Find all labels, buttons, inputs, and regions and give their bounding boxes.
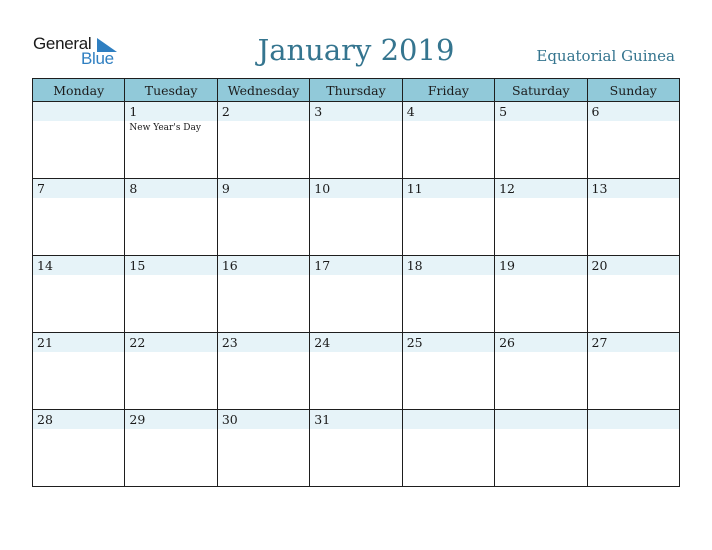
day-number: 13 — [591, 181, 608, 196]
day-cell — [217, 179, 309, 256]
day-number-band — [310, 102, 401, 121]
day-number: 14 — [37, 258, 53, 273]
day-number-band — [218, 410, 309, 429]
day-cell — [402, 256, 494, 333]
day-cell — [402, 410, 494, 487]
day-number: 15 — [129, 258, 146, 273]
week-row — [33, 410, 680, 487]
day-number: 19 — [499, 258, 516, 273]
day-number-band — [495, 333, 586, 352]
day-cell — [587, 333, 679, 410]
weekday-header-sunday: Sunday — [587, 79, 679, 102]
calendar-grid — [32, 78, 680, 487]
day-cell — [125, 102, 217, 179]
day-cell — [587, 102, 679, 179]
weekday-header-row — [33, 79, 680, 102]
day-cell — [310, 102, 402, 179]
day-cell — [310, 333, 402, 410]
logo-text-general: General — [33, 34, 92, 53]
day-number-band — [125, 179, 216, 198]
day-cell — [33, 179, 125, 256]
day-number-band — [218, 333, 309, 352]
day-number: 4 — [406, 104, 415, 119]
day-cell — [495, 179, 587, 256]
day-cell — [217, 102, 309, 179]
day-number-band — [588, 256, 679, 275]
day-number: 11 — [406, 181, 423, 196]
day-number-band — [218, 179, 309, 198]
day-number: 22 — [129, 335, 146, 350]
day-number-band — [125, 102, 216, 121]
day-number: 16 — [221, 258, 238, 273]
day-number: 10 — [314, 181, 331, 196]
day-number: 24 — [314, 335, 331, 350]
day-cell — [587, 256, 679, 333]
day-cell — [587, 410, 679, 487]
day-cell — [33, 256, 125, 333]
day-cell — [125, 256, 217, 333]
day-number-band — [403, 102, 494, 121]
day-cell — [402, 179, 494, 256]
day-number-band — [310, 410, 401, 429]
day-number-band — [310, 256, 401, 275]
day-number-band — [495, 410, 586, 429]
calendar-body — [33, 102, 680, 487]
day-number-band — [33, 256, 124, 275]
day-cell — [402, 102, 494, 179]
weekday-header-tuesday: Tuesday — [125, 79, 217, 102]
weekday-header-wednesday: Wednesday — [217, 79, 309, 102]
day-number-band — [218, 102, 309, 121]
day-number-band — [310, 333, 401, 352]
day-number: 2 — [221, 104, 230, 119]
day-cell — [217, 256, 309, 333]
day-number: 31 — [314, 412, 331, 427]
day-number-band — [588, 410, 679, 429]
day-cell — [495, 102, 587, 179]
day-number: 29 — [129, 412, 146, 427]
day-number: 8 — [129, 181, 138, 196]
day-number-band — [495, 179, 586, 198]
day-cell — [33, 333, 125, 410]
day-number: 18 — [406, 258, 423, 273]
country-name: Equatorial Guinea — [536, 47, 675, 65]
day-cell — [310, 179, 402, 256]
day-number-band — [588, 102, 679, 121]
day-cell — [33, 102, 125, 179]
day-number-band — [403, 179, 494, 198]
day-number: 23 — [221, 335, 238, 350]
day-number-band — [33, 102, 124, 121]
day-number-band — [403, 410, 494, 429]
day-number-band — [403, 333, 494, 352]
day-number-band — [495, 102, 586, 121]
week-row — [33, 102, 680, 179]
day-cell — [217, 333, 309, 410]
day-number-band — [33, 333, 124, 352]
day-cell — [495, 256, 587, 333]
day-number-band — [588, 179, 679, 198]
day-cell — [310, 256, 402, 333]
day-number: 27 — [591, 335, 608, 350]
day-number: 21 — [37, 335, 53, 350]
calendar-title: January 2019 — [257, 33, 455, 67]
day-number-band — [218, 256, 309, 275]
day-number: 3 — [314, 104, 323, 119]
day-number-band — [33, 410, 124, 429]
day-cell — [587, 179, 679, 256]
day-number: 26 — [499, 335, 516, 350]
day-number-band — [588, 333, 679, 352]
day-number: 28 — [37, 412, 53, 427]
day-number: 5 — [499, 104, 508, 119]
day-number: 25 — [406, 335, 423, 350]
day-number: 30 — [221, 412, 238, 427]
day-cell — [402, 333, 494, 410]
day-number: 20 — [591, 258, 608, 273]
day-number-band — [403, 256, 494, 275]
day-number: 6 — [591, 104, 600, 119]
weekday-header-thursday: Thursday — [310, 79, 402, 102]
weekday-header-saturday: Saturday — [495, 79, 587, 102]
weekday-header-friday: Friday — [402, 79, 494, 102]
weekday-header-monday: Monday — [33, 79, 125, 102]
logo-text-blue: Blue — [81, 49, 114, 68]
week-row — [33, 333, 680, 410]
week-row — [33, 256, 680, 333]
day-cell — [33, 410, 125, 487]
day-number-band — [125, 333, 216, 352]
day-number: 1 — [129, 104, 138, 119]
day-cell — [495, 410, 587, 487]
day-number: 9 — [221, 181, 230, 196]
week-row — [33, 179, 680, 256]
day-number: 17 — [314, 258, 331, 273]
day-number-band — [125, 410, 216, 429]
day-number: 12 — [499, 181, 516, 196]
day-number-band — [310, 179, 401, 198]
day-cell — [125, 410, 217, 487]
day-cell — [310, 410, 402, 487]
day-number: 7 — [37, 181, 45, 196]
day-cell — [217, 410, 309, 487]
day-number-band — [33, 179, 124, 198]
day-number-band — [125, 256, 216, 275]
day-cell — [125, 179, 217, 256]
holiday-label: New Year's Day — [129, 123, 201, 133]
day-number-band — [495, 256, 586, 275]
day-cell — [125, 333, 217, 410]
day-cell — [495, 333, 587, 410]
